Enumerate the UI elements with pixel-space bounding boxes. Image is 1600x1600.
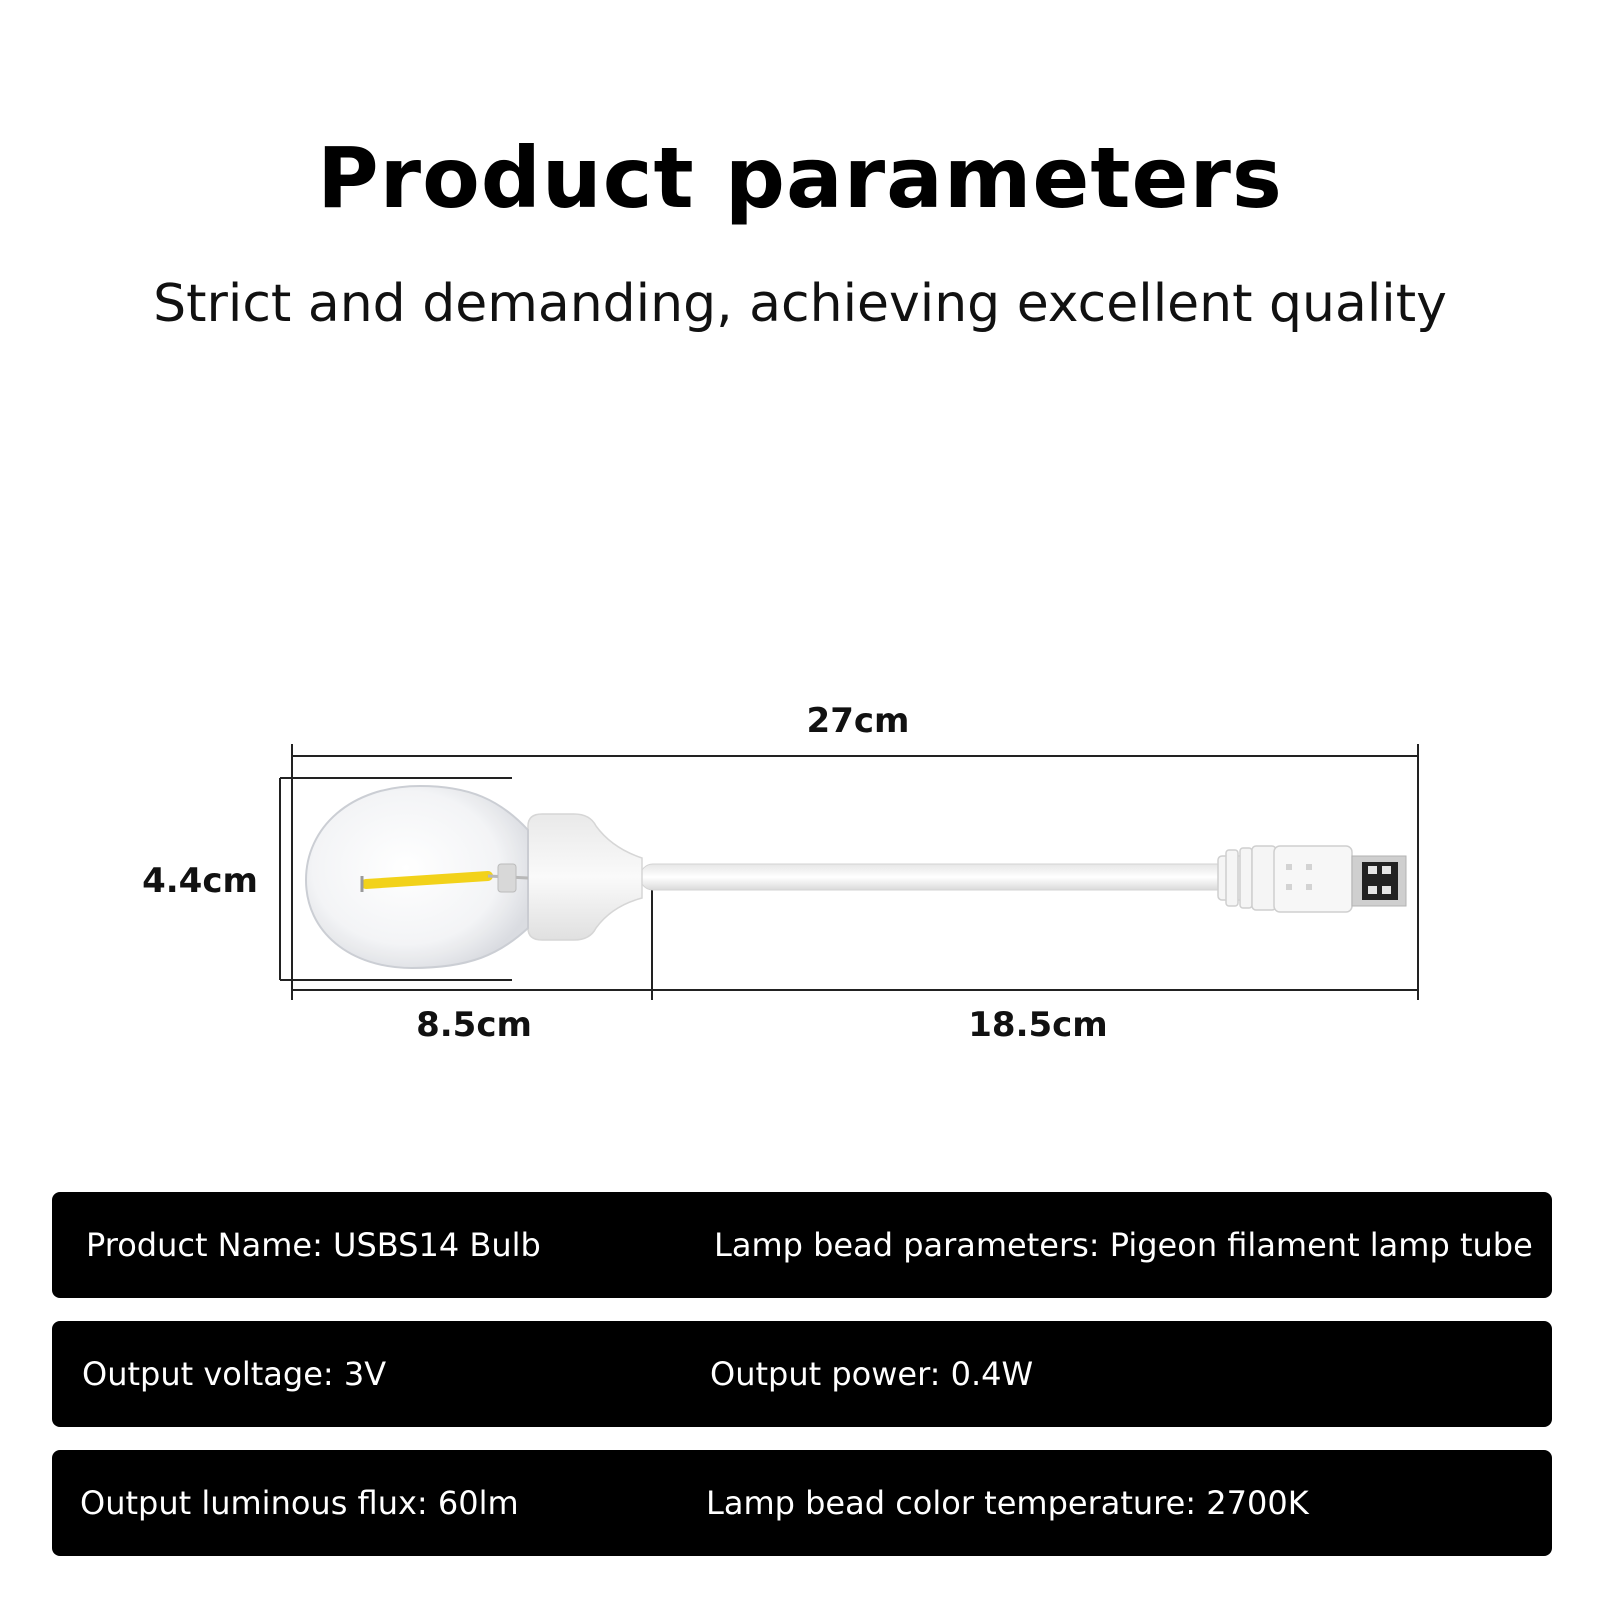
spec-product-name: Product Name: USBS14 Bulb bbox=[86, 1226, 541, 1264]
bulb-socket bbox=[528, 814, 642, 940]
page-title: Product parameters bbox=[317, 129, 1283, 227]
spec-row-2 bbox=[52, 1321, 1552, 1427]
usb-cable bbox=[640, 864, 1230, 890]
spec-color-temperature: Lamp bead color temperature: 2700K bbox=[706, 1484, 1309, 1522]
dim-cable-length-label: 18.5cm bbox=[968, 1005, 1108, 1045]
spec-output-power: Output power: 0.4W bbox=[710, 1355, 1034, 1393]
filament bbox=[362, 864, 528, 892]
spec-row-1 bbox=[52, 1192, 1552, 1298]
dim-height-label: 4.4cm bbox=[142, 861, 258, 901]
dim-bulb-length-label: 8.5cm bbox=[416, 1005, 532, 1045]
page-subtitle: Strict and demanding, achieving excellent quality bbox=[153, 274, 1447, 334]
dimension-lines bbox=[280, 744, 1418, 1000]
spec-luminous-flux: Output luminous flux: 60lm bbox=[80, 1484, 519, 1522]
bulb-glass bbox=[306, 786, 528, 968]
usb-connector bbox=[1274, 846, 1406, 912]
spec-output-voltage: Output voltage: 3V bbox=[82, 1355, 387, 1393]
usb-strain-relief bbox=[1218, 846, 1276, 910]
dim-total-length-label: 27cm bbox=[806, 701, 910, 741]
spec-row-3 bbox=[52, 1450, 1552, 1556]
spec-lamp-bead-parameters: Lamp bead parameters: Pigeon filament lamp tube bbox=[714, 1226, 1533, 1264]
